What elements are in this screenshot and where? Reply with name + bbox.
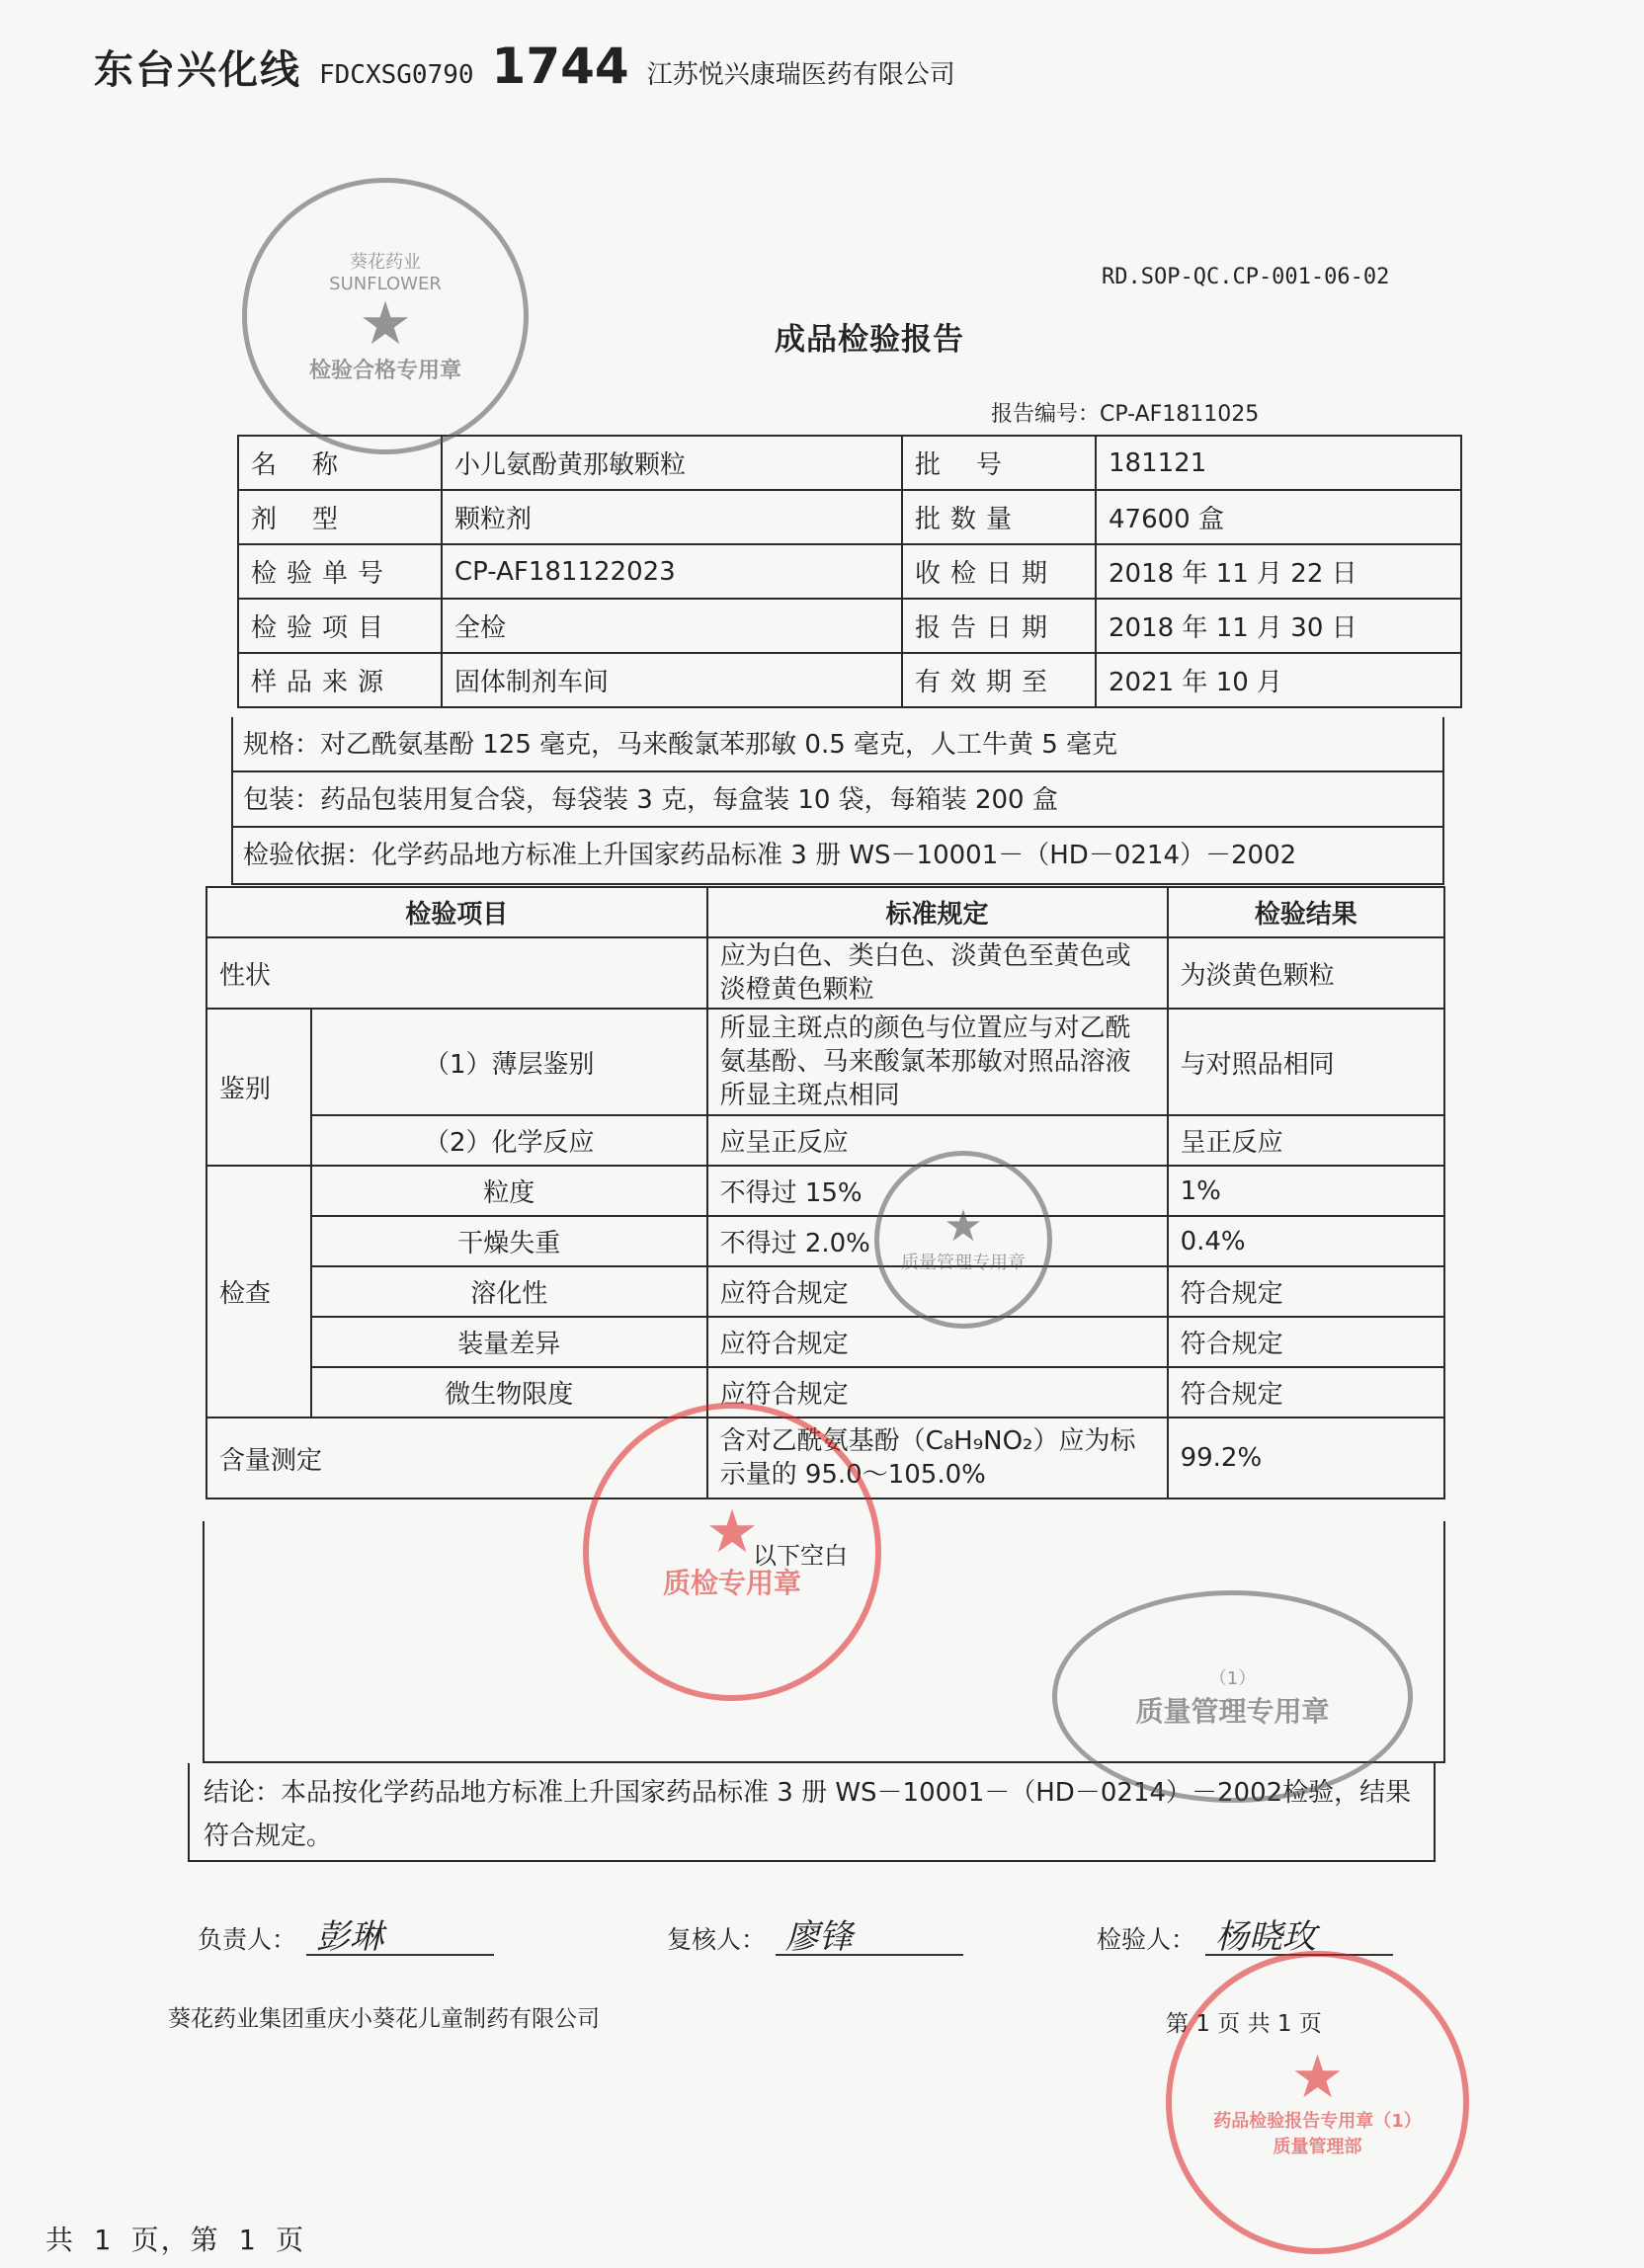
info-table (237, 435, 1462, 708)
form-value: 颗粒剂 (442, 490, 902, 544)
document-header (94, 38, 955, 97)
appearance-result: 为淡黄色颗粒 (1168, 937, 1444, 1009)
weight-var-std: 应符合规定 (707, 1317, 1168, 1367)
item-value: 全检 (442, 599, 902, 653)
test-table (206, 886, 1445, 1499)
inspector-sig: 杨晓玫 (1215, 1917, 1317, 1957)
sunflower-stamp-text: 检验合格专用章 (308, 359, 461, 383)
yuexing-stamp-text: 质检专用章 (662, 1567, 801, 1599)
drying-item: 干燥失重 (311, 1216, 707, 1266)
yuexing-qc-stamp (583, 1403, 881, 1701)
qty-value: 47600 盒 (1096, 490, 1461, 544)
appearance-std: 应为白色、类白色、淡黄色至黄色或淡橙黄色颗粒 (707, 937, 1168, 1009)
bottom-page-number: 共 1 页，第 1 页 (45, 2224, 306, 2256)
document-title: 成品检验报告 (775, 322, 964, 358)
reviewer-signature (667, 1917, 963, 1957)
tlc-result: 与对照品相同 (1168, 1009, 1444, 1115)
form-label: 剂型 (238, 490, 442, 544)
report-number: 报告编号：CP-AF1811025 (991, 402, 1260, 427)
table-row (238, 544, 1461, 599)
packing-row: 包装：药品包装用复合袋，每袋装 3 克，每盒装 10 袋，每箱装 200 盒 (231, 772, 1444, 828)
sunflower-brand: 葵花药业 (350, 252, 421, 273)
order-label: 检验单号 (238, 544, 442, 599)
jiuzhou-mid-text: 质量管理专用章 (901, 1253, 1026, 1273)
name-value: 小儿氨酚黄那敏颗粒 (442, 436, 902, 490)
table-row (206, 1009, 1444, 1115)
group-qm-stamp (1052, 1590, 1413, 1803)
document-ref: RD.SOP-QC.CP-001-06-02 (1102, 265, 1390, 289)
responsible-signature (198, 1917, 494, 1957)
appearance-item: 性状 (206, 937, 707, 1009)
assay-result: 99.2% (1168, 1418, 1444, 1498)
footer-company: 葵花药业集团重庆小葵花儿童制药有限公司 (168, 2006, 600, 2032)
granularity-result: 1% (1168, 1166, 1444, 1216)
star-icon: ★ (359, 289, 412, 359)
weight-var-item: 装量差异 (311, 1317, 707, 1367)
granularity-std: 不得过 15% (707, 1166, 1168, 1216)
star-icon: ★ (705, 1498, 759, 1567)
header-code: FDCXSG0790 (319, 60, 474, 90)
tlc-std: 所显主斑点的颜色与位置应与对乙酰氨基酚、马来酸氯苯那敏对照品溶液所显主斑点相同 (707, 1009, 1168, 1115)
col-std: 标准规定 (707, 887, 1168, 937)
batch-value: 181121 (1096, 436, 1461, 490)
chem-std: 应呈正反应 (707, 1115, 1168, 1166)
table-row (206, 1166, 1444, 1216)
solubility-std: 应符合规定 (707, 1266, 1168, 1317)
recv-value: 2018 年 11 月 22 日 (1096, 544, 1461, 599)
expiry-label: 有效期至 (902, 653, 1096, 707)
source-label: 样品来源 (238, 653, 442, 707)
table-row (206, 1266, 1444, 1317)
sunflower-brand-en: SUNFLOWER (329, 274, 442, 294)
table-row (206, 1115, 1444, 1166)
table-row (206, 1367, 1444, 1418)
microbe-std: 应符合规定 (707, 1367, 1168, 1418)
check-group: 检查 (206, 1166, 311, 1418)
star-icon: ★ (944, 1201, 983, 1252)
reviewer-sig: 廖锋 (785, 1917, 854, 1957)
table-row (206, 937, 1444, 1009)
table-row (206, 887, 1444, 937)
group-stamp-num: （1） (1208, 1667, 1257, 1689)
granularity-item: 粒度 (311, 1166, 707, 1216)
inspector-label: 检验人： (1097, 1925, 1196, 1954)
header-company: 东台兴化线 (94, 47, 301, 93)
source-value: 固体制剂车间 (442, 653, 902, 707)
order-value: CP-AF181122023 (442, 544, 902, 599)
header-number: 1744 (491, 38, 629, 95)
header-distributor: 江苏悦兴康瑞医药有限公司 (646, 60, 955, 90)
jiuzhou-report-sub: 质量管理部 (1273, 2136, 1362, 2157)
group-stamp-text: 质量管理专用章 (1135, 1694, 1330, 1728)
basis-row: 检验依据：化学药品地方标准上升国家药品标准 3 册 WS－10001－（HD－0214）－2002 (231, 828, 1444, 885)
col-result: 检验结果 (1168, 887, 1444, 937)
ident-group: 鉴别 (206, 1009, 311, 1166)
responsible-label: 负责人： (198, 1925, 297, 1954)
expiry-value: 2021 年 10 月 (1096, 653, 1461, 707)
sunflower-qc-stamp (242, 178, 529, 454)
microbe-result: 符合规定 (1168, 1367, 1444, 1418)
inspector-signature (1097, 1917, 1393, 1957)
tlc-item: （1）薄层鉴别 (311, 1009, 707, 1115)
table-row (206, 1216, 1444, 1266)
solubility-result: 符合规定 (1168, 1266, 1444, 1317)
report-label: 报告日期 (902, 599, 1096, 653)
report-value: 2018 年 11 月 30 日 (1096, 599, 1461, 653)
conclusion: 结论：本品按化学药品地方标准上升国家药品标准 3 册 WS－10001－（HD－0214）－2002检验，结果符合规定。 (188, 1763, 1436, 1862)
microbe-item: 微生物限度 (311, 1367, 707, 1418)
table-row (238, 653, 1461, 707)
star-icon: ★ (1290, 2042, 1345, 2112)
blank-text: 以下空白 (753, 1542, 848, 1570)
col-item: 检验项目 (206, 887, 707, 937)
assay-std: 含对乙酰氨基酚（C₈H₉NO₂）应为标示量的 95.0～105.0% (707, 1418, 1168, 1498)
chem-result: 呈正反应 (1168, 1115, 1444, 1166)
spec-row: 规格：对乙酰氨基酚 125 毫克，马来酸氯苯那敏 0.5 毫克，人工牛黄 5 毫克 (231, 717, 1444, 772)
table-row (238, 490, 1461, 544)
jiuzhou-report-stamp (1166, 1951, 1469, 2254)
recv-label: 收检日期 (902, 544, 1096, 599)
batch-label: 批号 (902, 436, 1096, 490)
table-row (206, 1317, 1444, 1367)
chem-item: （2）化学反应 (311, 1115, 707, 1166)
jiuzhou-mid-stamp (874, 1151, 1052, 1329)
drying-std: 不得过 2.0% (707, 1216, 1168, 1266)
drying-result: 0.4% (1168, 1216, 1444, 1266)
qty-label: 批数量 (902, 490, 1096, 544)
name-label: 名称 (238, 436, 442, 490)
table-row (238, 599, 1461, 653)
assay-item: 含量测定 (206, 1418, 707, 1498)
responsible-sig: 彭琳 (316, 1917, 384, 1957)
reviewer-label: 复核人： (667, 1925, 767, 1954)
jiuzhou-report-text: 药品检验报告专用章（1） (1213, 2110, 1422, 2132)
solubility-item: 溶化性 (311, 1266, 707, 1317)
footer-page: 第 1 页 共 1 页 (1166, 2011, 1322, 2037)
weight-var-result: 符合规定 (1168, 1317, 1444, 1367)
item-label: 检验项目 (238, 599, 442, 653)
